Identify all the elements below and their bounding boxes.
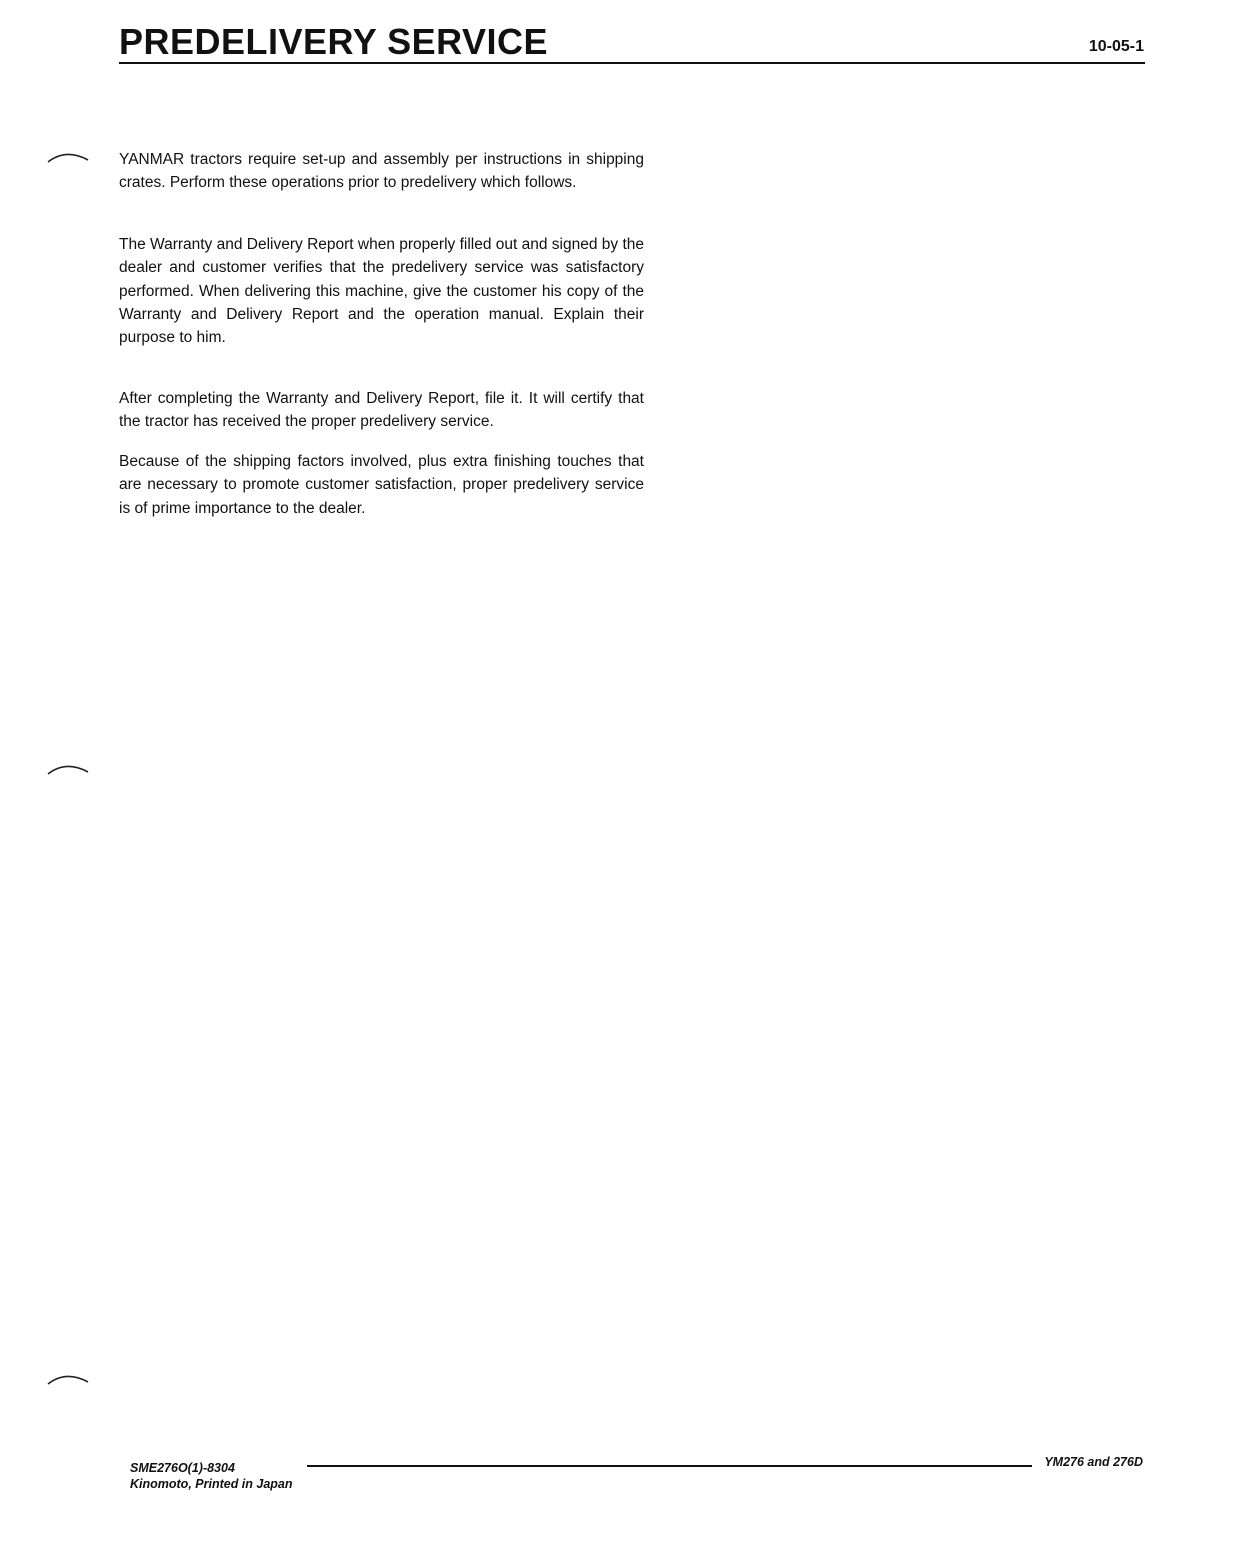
header-rule [119, 62, 1145, 64]
page-number: 10-05-1 [1088, 38, 1144, 55]
footer-printer: Kinomoto, Printed in Japan [130, 1477, 293, 1491]
paragraph-importance: Because of the shipping factors involved, plus extra finishing touches that are necessary to promote customer satisfaction, proper predelivery service is of prime importance to the dealer. [119, 453, 644, 517]
binder-hole-mark-bottom [46, 1372, 90, 1386]
paragraph-warranty-report: The Warranty and Delivery Report when properly filled out and signed by the dealer and customer verifies that the predelivery service was satisfactory performed. When delivering this machine, give the customer his copy of the Warranty and Delivery Report and the operation manual. Explain their purpose to him. [119, 236, 644, 347]
binder-hole-mark-middle [46, 762, 90, 776]
footer-models: YM276 and 276D [1044, 1455, 1143, 1469]
paragraph-file-report: After completing the Warranty and Delivery Report, file it. It will certify that the tractor has received the proper predelivery service. [119, 390, 644, 431]
binder-hole-mark-top [46, 150, 90, 164]
footer-left [130, 1460, 293, 1492]
footer-rule [307, 1465, 1032, 1467]
page-title: PREDELIVERY SERVICE [119, 21, 548, 62]
footer-doc-code: SME276O(1)-8304 [130, 1461, 235, 1475]
paragraph-setup: YANMAR tractors require set-up and assembly per instructions in shipping crates. Perform these operations prior to predelivery which follows. [119, 151, 644, 192]
